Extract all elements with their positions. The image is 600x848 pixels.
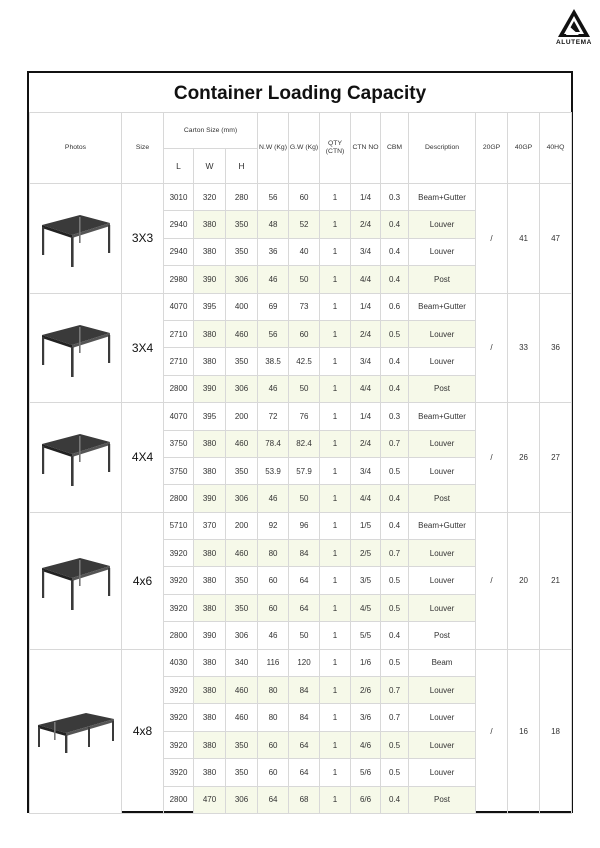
net-weight: 53.9 <box>258 457 289 484</box>
net-weight: 46 <box>258 485 289 512</box>
description: Post <box>409 266 476 293</box>
description: Post <box>409 375 476 402</box>
table-row <box>30 184 572 211</box>
carton-length: 2800 <box>164 622 194 649</box>
description: Louver <box>409 348 476 375</box>
carton-height: 350 <box>226 211 258 238</box>
description: Louver <box>409 430 476 457</box>
carton-width: 470 <box>194 786 226 813</box>
pergola-3x3-icon <box>36 207 116 269</box>
description: Post <box>409 485 476 512</box>
quantity: 1 <box>320 512 351 539</box>
quantity: 1 <box>320 759 351 786</box>
quantity: 1 <box>320 211 351 238</box>
quantity: 1 <box>320 266 351 293</box>
cbm-value: 0.4 <box>381 786 409 813</box>
description: Louver <box>409 211 476 238</box>
carton-height: 350 <box>226 348 258 375</box>
gross-weight: 84 <box>289 677 320 704</box>
carton-length: 4030 <box>164 649 194 676</box>
description: Beam+Gutter <box>409 512 476 539</box>
net-weight: 56 <box>258 320 289 347</box>
carton-height: 460 <box>226 540 258 567</box>
size-label: 3X3 <box>122 184 164 294</box>
net-weight: 116 <box>258 649 289 676</box>
ctn-number: 1/6 <box>351 649 381 676</box>
size-label: 3X4 <box>122 293 164 403</box>
carton-length: 3920 <box>164 594 194 621</box>
carton-height: 306 <box>226 622 258 649</box>
alutema-logo-icon <box>557 8 591 38</box>
gross-weight: 84 <box>289 540 320 567</box>
gross-weight: 96 <box>289 512 320 539</box>
cbm-value: 0.4 <box>381 211 409 238</box>
gross-weight: 64 <box>289 759 320 786</box>
description: Beam <box>409 649 476 676</box>
carton-width: 380 <box>194 540 226 567</box>
product-photo <box>30 512 122 649</box>
ctn-number: 3/4 <box>351 457 381 484</box>
description: Beam+Gutter <box>409 403 476 430</box>
description: Louver <box>409 567 476 594</box>
quantity: 1 <box>320 540 351 567</box>
table-row <box>30 293 572 320</box>
cbm-value: 0.7 <box>381 540 409 567</box>
brand-name: ALUTEMA <box>556 39 592 46</box>
header-40hq: 40HQ <box>540 113 572 184</box>
carton-width: 380 <box>194 731 226 758</box>
cbm-value: 0.7 <box>381 430 409 457</box>
cbm-value: 0.5 <box>381 594 409 621</box>
carton-height: 306 <box>226 786 258 813</box>
ctn-number: 1/4 <box>351 184 381 211</box>
quantity: 1 <box>320 677 351 704</box>
40hq-capacity: 27 <box>540 403 572 513</box>
quantity: 1 <box>320 786 351 813</box>
carton-length: 3010 <box>164 184 194 211</box>
gross-weight: 60 <box>289 184 320 211</box>
ctn-number: 3/5 <box>351 567 381 594</box>
quantity: 1 <box>320 485 351 512</box>
header-description: Description <box>409 113 476 184</box>
carton-length: 3920 <box>164 731 194 758</box>
40gp-capacity: 16 <box>508 649 540 813</box>
40gp-capacity: 41 <box>508 184 540 294</box>
net-weight: 60 <box>258 594 289 621</box>
carton-height: 200 <box>226 403 258 430</box>
quantity: 1 <box>320 731 351 758</box>
header-qty: QTY (CTN) <box>320 113 351 184</box>
gross-weight: 50 <box>289 622 320 649</box>
carton-width: 380 <box>194 238 226 265</box>
carton-width: 380 <box>194 759 226 786</box>
carton-length: 3920 <box>164 540 194 567</box>
cbm-value: 0.5 <box>381 567 409 594</box>
description: Louver <box>409 594 476 621</box>
ctn-number: 5/6 <box>351 759 381 786</box>
ctn-number: 2/4 <box>351 430 381 457</box>
size-label: 4x6 <box>122 512 164 649</box>
cbm-value: 0.3 <box>381 403 409 430</box>
quantity: 1 <box>320 649 351 676</box>
cbm-value: 0.5 <box>381 457 409 484</box>
net-weight: 80 <box>258 704 289 731</box>
gross-weight: 50 <box>289 266 320 293</box>
carton-length: 2940 <box>164 211 194 238</box>
net-weight: 78.4 <box>258 430 289 457</box>
ctn-number: 5/5 <box>351 622 381 649</box>
gross-weight: 68 <box>289 786 320 813</box>
gross-weight: 64 <box>289 567 320 594</box>
carton-height: 306 <box>226 375 258 402</box>
header-height: H <box>226 149 258 184</box>
carton-length: 5710 <box>164 512 194 539</box>
ctn-number: 4/4 <box>351 266 381 293</box>
carton-width: 380 <box>194 348 226 375</box>
pergola-4x6-icon <box>36 550 116 612</box>
40gp-capacity: 20 <box>508 512 540 649</box>
carton-height: 350 <box>226 594 258 621</box>
ctn-number: 1/5 <box>351 512 381 539</box>
carton-length: 2800 <box>164 786 194 813</box>
net-weight: 72 <box>258 403 289 430</box>
carton-length: 4070 <box>164 293 194 320</box>
carton-length: 3920 <box>164 759 194 786</box>
cbm-value: 0.4 <box>381 238 409 265</box>
quantity: 1 <box>320 184 351 211</box>
carton-height: 280 <box>226 184 258 211</box>
cbm-value: 0.3 <box>381 184 409 211</box>
net-weight: 64 <box>258 786 289 813</box>
net-weight: 46 <box>258 266 289 293</box>
product-photo <box>30 293 122 403</box>
20gp-capacity: / <box>476 649 508 813</box>
carton-width: 380 <box>194 211 226 238</box>
quantity: 1 <box>320 430 351 457</box>
description: Louver <box>409 731 476 758</box>
net-weight: 80 <box>258 677 289 704</box>
ctn-number: 2/4 <box>351 211 381 238</box>
header-cbm: CBM <box>381 113 409 184</box>
gross-weight: 52 <box>289 211 320 238</box>
description: Beam+Gutter <box>409 184 476 211</box>
20gp-capacity: / <box>476 184 508 294</box>
cbm-value: 0.4 <box>381 485 409 512</box>
net-weight: 60 <box>258 731 289 758</box>
carton-height: 306 <box>226 266 258 293</box>
ctn-number: 6/6 <box>351 786 381 813</box>
carton-width: 380 <box>194 649 226 676</box>
cbm-value: 0.5 <box>381 731 409 758</box>
ctn-number: 2/6 <box>351 677 381 704</box>
carton-width: 380 <box>194 677 226 704</box>
carton-height: 460 <box>226 320 258 347</box>
header-20gp: 20GP <box>476 113 508 184</box>
quantity: 1 <box>320 457 351 484</box>
carton-height: 460 <box>226 430 258 457</box>
carton-height: 340 <box>226 649 258 676</box>
carton-length: 2800 <box>164 485 194 512</box>
40hq-capacity: 47 <box>540 184 572 294</box>
carton-length: 4070 <box>164 403 194 430</box>
header-size: Size <box>122 113 164 184</box>
quantity: 1 <box>320 320 351 347</box>
net-weight: 60 <box>258 759 289 786</box>
header-length: L <box>164 149 194 184</box>
cbm-value: 0.7 <box>381 677 409 704</box>
description: Louver <box>409 759 476 786</box>
ctn-number: 1/4 <box>351 403 381 430</box>
pergola-3x4-icon <box>36 317 116 379</box>
loading-table <box>29 112 572 814</box>
carton-width: 390 <box>194 622 226 649</box>
ctn-number: 4/4 <box>351 485 381 512</box>
cbm-value: 0.7 <box>381 704 409 731</box>
description: Beam+Gutter <box>409 293 476 320</box>
quantity: 1 <box>320 594 351 621</box>
header-carton-size: Carton Size (mm) <box>164 113 258 149</box>
net-weight: 48 <box>258 211 289 238</box>
quantity: 1 <box>320 567 351 594</box>
gross-weight: 82.4 <box>289 430 320 457</box>
gross-weight: 76 <box>289 403 320 430</box>
net-weight: 92 <box>258 512 289 539</box>
quantity: 1 <box>320 403 351 430</box>
pergola-4x8-icon <box>36 707 116 755</box>
cbm-value: 0.5 <box>381 320 409 347</box>
carton-width: 395 <box>194 403 226 430</box>
carton-length: 2940 <box>164 238 194 265</box>
table-row <box>30 649 572 676</box>
gross-weight: 64 <box>289 594 320 621</box>
gross-weight: 64 <box>289 731 320 758</box>
carton-length: 3750 <box>164 457 194 484</box>
cbm-value: 0.4 <box>381 375 409 402</box>
20gp-capacity: / <box>476 512 508 649</box>
carton-width: 380 <box>194 704 226 731</box>
gross-weight: 120 <box>289 649 320 676</box>
gross-weight: 73 <box>289 293 320 320</box>
carton-height: 306 <box>226 485 258 512</box>
carton-width: 390 <box>194 485 226 512</box>
40gp-capacity: 33 <box>508 293 540 403</box>
carton-width: 380 <box>194 567 226 594</box>
product-photo <box>30 403 122 513</box>
gross-weight: 60 <box>289 320 320 347</box>
brand-logo <box>552 8 596 48</box>
description: Louver <box>409 457 476 484</box>
product-photo <box>30 184 122 294</box>
carton-length: 2710 <box>164 348 194 375</box>
carton-height: 200 <box>226 512 258 539</box>
header-ctn-no: CTN NO <box>351 113 381 184</box>
quantity: 1 <box>320 293 351 320</box>
loading-capacity-sheet <box>27 71 573 813</box>
carton-height: 400 <box>226 293 258 320</box>
header-width: W <box>194 149 226 184</box>
ctn-number: 4/6 <box>351 731 381 758</box>
description: Louver <box>409 320 476 347</box>
carton-width: 395 <box>194 293 226 320</box>
quantity: 1 <box>320 238 351 265</box>
quantity: 1 <box>320 704 351 731</box>
net-weight: 56 <box>258 184 289 211</box>
gross-weight: 42.5 <box>289 348 320 375</box>
ctn-number: 4/5 <box>351 594 381 621</box>
table-row <box>30 512 572 539</box>
ctn-number: 2/4 <box>351 320 381 347</box>
header-gw: G.W (Kg) <box>289 113 320 184</box>
quantity: 1 <box>320 375 351 402</box>
carton-width: 390 <box>194 375 226 402</box>
ctn-number: 4/4 <box>351 375 381 402</box>
carton-height: 460 <box>226 677 258 704</box>
carton-height: 350 <box>226 731 258 758</box>
ctn-number: 3/4 <box>351 348 381 375</box>
description: Louver <box>409 677 476 704</box>
net-weight: 46 <box>258 622 289 649</box>
40hq-capacity: 18 <box>540 649 572 813</box>
size-label: 4X4 <box>122 403 164 513</box>
quantity: 1 <box>320 348 351 375</box>
carton-height: 460 <box>226 704 258 731</box>
carton-height: 350 <box>226 759 258 786</box>
gross-weight: 50 <box>289 375 320 402</box>
carton-length: 3920 <box>164 677 194 704</box>
header-nw: N.W (Kg) <box>258 113 289 184</box>
cbm-value: 0.5 <box>381 649 409 676</box>
carton-length: 2980 <box>164 266 194 293</box>
description: Louver <box>409 540 476 567</box>
40hq-capacity: 36 <box>540 293 572 403</box>
cbm-value: 0.4 <box>381 622 409 649</box>
ctn-number: 3/4 <box>351 238 381 265</box>
cbm-value: 0.4 <box>381 348 409 375</box>
carton-width: 380 <box>194 594 226 621</box>
size-label: 4x8 <box>122 649 164 813</box>
gross-weight: 40 <box>289 238 320 265</box>
carton-length: 3920 <box>164 704 194 731</box>
carton-height: 350 <box>226 457 258 484</box>
cbm-value: 0.6 <box>381 293 409 320</box>
carton-length: 2710 <box>164 320 194 347</box>
quantity: 1 <box>320 622 351 649</box>
carton-height: 350 <box>226 238 258 265</box>
carton-length: 3920 <box>164 567 194 594</box>
page-title: Container Loading Capacity <box>173 83 427 104</box>
ctn-number: 2/5 <box>351 540 381 567</box>
40hq-capacity: 21 <box>540 512 572 649</box>
header-photos: Photos <box>30 113 122 184</box>
ctn-number: 1/4 <box>351 293 381 320</box>
cbm-value: 0.4 <box>381 266 409 293</box>
carton-width: 370 <box>194 512 226 539</box>
description: Louver <box>409 238 476 265</box>
description: Louver <box>409 704 476 731</box>
carton-width: 380 <box>194 320 226 347</box>
net-weight: 36 <box>258 238 289 265</box>
table-row <box>30 403 572 430</box>
carton-width: 380 <box>194 430 226 457</box>
carton-height: 350 <box>226 567 258 594</box>
carton-length: 3750 <box>164 430 194 457</box>
description: Post <box>409 622 476 649</box>
cbm-value: 0.5 <box>381 759 409 786</box>
net-weight: 46 <box>258 375 289 402</box>
net-weight: 80 <box>258 540 289 567</box>
40gp-capacity: 26 <box>508 403 540 513</box>
net-weight: 60 <box>258 567 289 594</box>
pergola-4x4-icon <box>36 426 116 488</box>
carton-length: 2800 <box>164 375 194 402</box>
header-40gp: 40GP <box>508 113 540 184</box>
carton-width: 390 <box>194 266 226 293</box>
gross-weight: 57.9 <box>289 457 320 484</box>
ctn-number: 3/6 <box>351 704 381 731</box>
20gp-capacity: / <box>476 293 508 403</box>
cbm-value: 0.4 <box>381 512 409 539</box>
gross-weight: 50 <box>289 485 320 512</box>
20gp-capacity: / <box>476 403 508 513</box>
carton-width: 320 <box>194 184 226 211</box>
product-photo <box>30 649 122 813</box>
carton-width: 380 <box>194 457 226 484</box>
net-weight: 69 <box>258 293 289 320</box>
net-weight: 38.5 <box>258 348 289 375</box>
description: Post <box>409 786 476 813</box>
gross-weight: 84 <box>289 704 320 731</box>
